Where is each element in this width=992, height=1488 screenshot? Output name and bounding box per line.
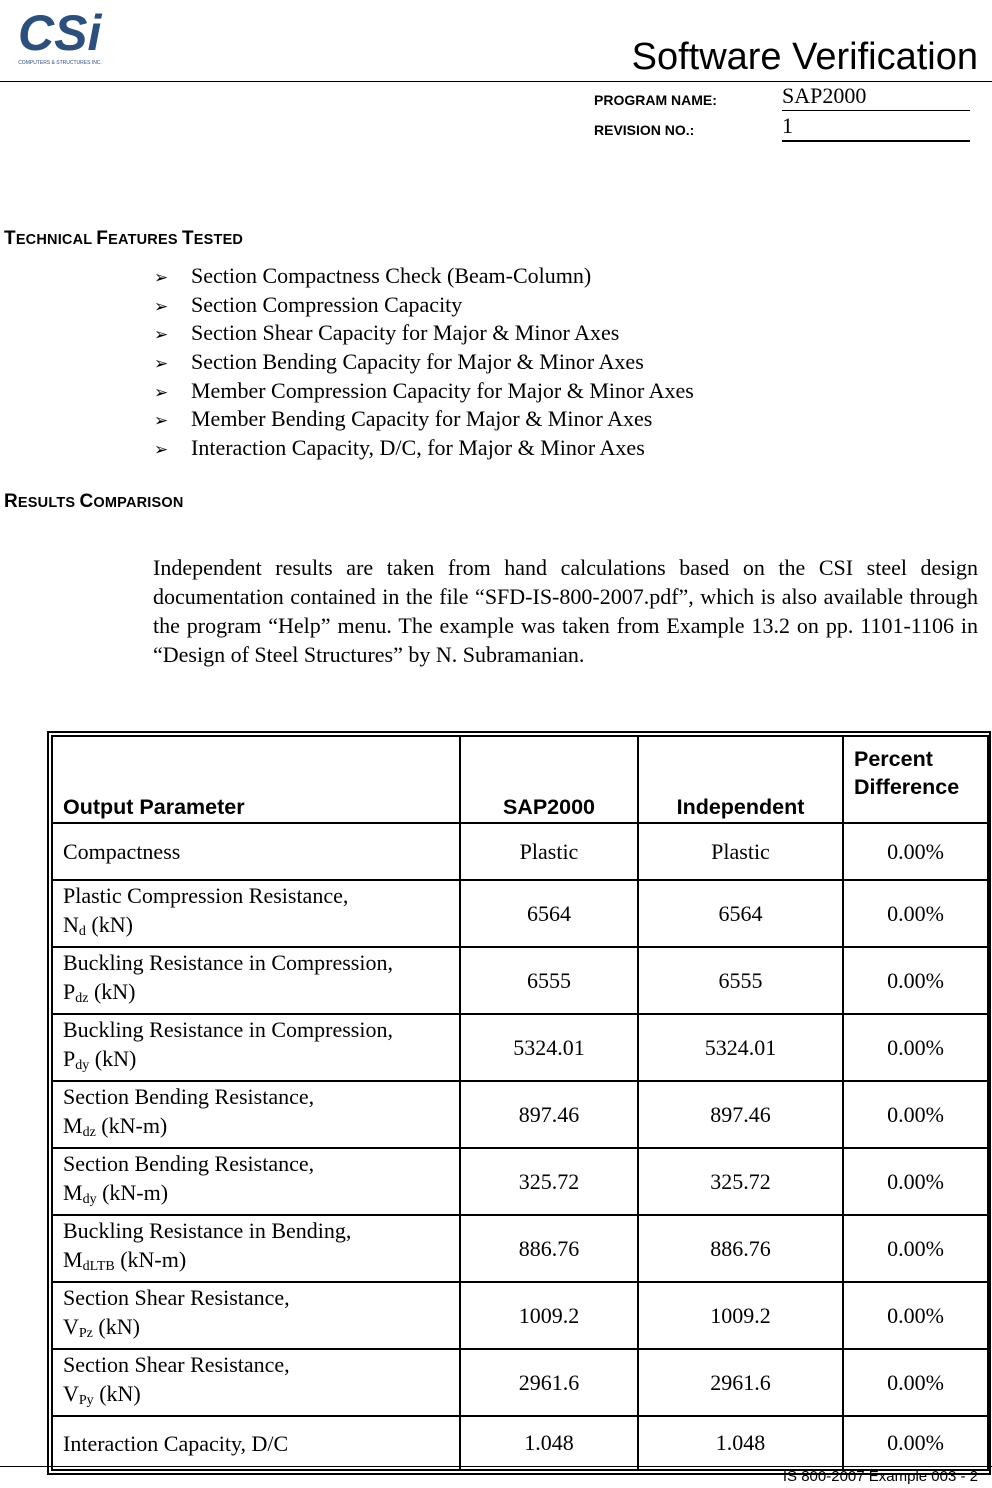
arrow-bullet-icon: ➢: [154, 440, 169, 461]
table-row: [52, 1081, 988, 1148]
cell-sap2000: 1.048: [460, 1416, 638, 1470]
footer-divider: [0, 1466, 992, 1467]
cell-percent-difference: 0.00%: [843, 1014, 988, 1081]
cell-independent: Plastic: [638, 823, 843, 880]
header-percent-difference: Percent Difference: [843, 736, 988, 823]
table-row: [52, 1349, 988, 1416]
program-name-underline: [782, 110, 970, 111]
revision-value: 1: [782, 113, 793, 138]
table-row: [52, 1148, 988, 1215]
arrow-bullet-icon: ➢: [154, 268, 169, 288]
list-item: ➢ Member Bending Capacity for Major & Minor Axes: [154, 405, 694, 434]
table-header-row: [52, 736, 988, 823]
cell-sap2000: 5324.01: [460, 1014, 638, 1081]
header-output-parameter: Output Parameter: [52, 736, 460, 823]
cell-independent: 897.46: [638, 1081, 843, 1148]
cell-parameter: Section Shear Resistance, $V_{Py}$ (kN): [52, 1349, 460, 1416]
logo-subtext: COMPUTERS & STRUCTURES INC.: [18, 60, 102, 66]
list-item: ➢ Interaction Capacity, D/C, for Major & Minor Axes: [154, 434, 694, 463]
header-independent: Independent: [638, 736, 843, 823]
table-row: [52, 880, 988, 947]
csi-logo: [4, 0, 116, 68]
cell-parameter: Section Shear Resistance, $V_{Pz}$ (kN): [52, 1282, 460, 1349]
cell-percent-difference: 0.00%: [843, 823, 988, 880]
table-row: [52, 1282, 988, 1349]
cell-percent-difference: 0.00%: [843, 880, 988, 947]
list-item: ➢ Section Compactness Check (Beam-Column): [154, 262, 694, 291]
cell-sap2000: 1009.2: [460, 1282, 638, 1349]
cell-independent: 6564: [638, 880, 843, 947]
cell-sap2000: Plastic: [460, 823, 638, 880]
cell-sap2000: 6555: [460, 947, 638, 1014]
cell-percent-difference: 0.00%: [843, 1416, 988, 1470]
cell-sap2000: 6564: [460, 880, 638, 947]
cell-parameter: Plastic Compression Resistance, $N_d$ (kN): [52, 880, 460, 947]
cell-percent-difference: 0.00%: [843, 947, 988, 1014]
table-row: [52, 823, 988, 880]
technical-features-heading: TECHNICAL FEATURES TESTED: [4, 228, 244, 249]
cell-sap2000: 2961.6: [460, 1349, 638, 1416]
footer-page-label: IS 800-2007 Example 003 - 2: [782, 1468, 978, 1485]
cell-independent: 1009.2: [638, 1282, 843, 1349]
cell-independent: 1.048: [638, 1416, 843, 1470]
results-comparison-heading: RESULTS COMPARISON: [4, 491, 184, 512]
revision-underline: [782, 140, 970, 142]
table-row: [52, 1416, 988, 1470]
table-row: [52, 1215, 988, 1282]
cell-parameter: Section Bending Resistance, $M_{dy}$ (kN-m): [52, 1148, 460, 1215]
cell-percent-difference: 0.00%: [843, 1148, 988, 1215]
arrow-bullet-icon: ➢: [154, 354, 169, 375]
cell-percent-difference: 0.00%: [843, 1215, 988, 1282]
revision-label: REVISION NO.:: [594, 122, 695, 138]
cell-percent-difference: 0.00%: [843, 1081, 988, 1148]
cell-independent: 886.76: [638, 1215, 843, 1282]
cell-percent-difference: 0.00%: [843, 1282, 988, 1349]
arrow-bullet-icon: ➢: [154, 296, 169, 317]
cell-sap2000: 886.76: [460, 1215, 638, 1282]
cell-parameter: Compactness: [52, 823, 460, 880]
cell-independent: 6555: [638, 947, 843, 1014]
cell-parameter: Interaction Capacity, D/C: [52, 1416, 460, 1470]
cell-parameter: Section Bending Resistance, $M_{dz}$ (kN-m): [52, 1081, 460, 1148]
features-list: [154, 262, 694, 463]
cell-sap2000: 325.72: [460, 1148, 638, 1215]
header-sap2000: SAP2000: [460, 736, 638, 823]
list-item: ➢ Member Compression Capacity for Major & Minor Axes: [154, 377, 694, 406]
arrow-bullet-icon: ➢: [154, 325, 169, 346]
arrow-bullet-icon: ➢: [154, 411, 169, 432]
results-table: [47, 731, 991, 1475]
cell-independent: 2961.6: [638, 1349, 843, 1416]
program-name-label: PROGRAM NAME:: [594, 92, 717, 108]
arrow-bullet-icon: ➢: [154, 382, 169, 403]
logo-text: CSi: [18, 5, 102, 61]
results-paragraph: Independent results are taken from hand calculations based on the CSI steel design documentation contained in the file “SFD-IS-800-2007.pdf”, which is also available through the program “Help” menu. The example was taken from Example 13.2 on pp. 1101-1106 in “Design of Steel Structures” by N. Subramanian.: [153, 555, 978, 667]
list-item: ➢ Section Shear Capacity for Major & Minor Axes: [154, 319, 694, 348]
list-item: ➢ Section Bending Capacity for Major & Minor Axes: [154, 348, 694, 377]
cell-parameter: Buckling Resistance in Bending, $M_{dLTB}$ (kN-m): [52, 1215, 460, 1282]
cell-parameter: Buckling Resistance in Compression, $P_{dy}$ (kN): [52, 1014, 460, 1081]
cell-independent: 325.72: [638, 1148, 843, 1215]
program-name-value: SAP2000: [782, 83, 867, 108]
table-row: [52, 1014, 988, 1081]
cell-percent-difference: 0.00%: [843, 1349, 988, 1416]
cell-independent: 5324.01: [638, 1014, 843, 1081]
table-row: [52, 947, 988, 1014]
cell-parameter: Buckling Resistance in Compression, $P_{dz}$ (kN): [52, 947, 460, 1014]
header-divider: [0, 81, 992, 82]
list-item: ➢ Section Compression Capacity: [154, 291, 694, 320]
document-title: Software Verification: [631, 36, 978, 78]
cell-sap2000: 897.46: [460, 1081, 638, 1148]
